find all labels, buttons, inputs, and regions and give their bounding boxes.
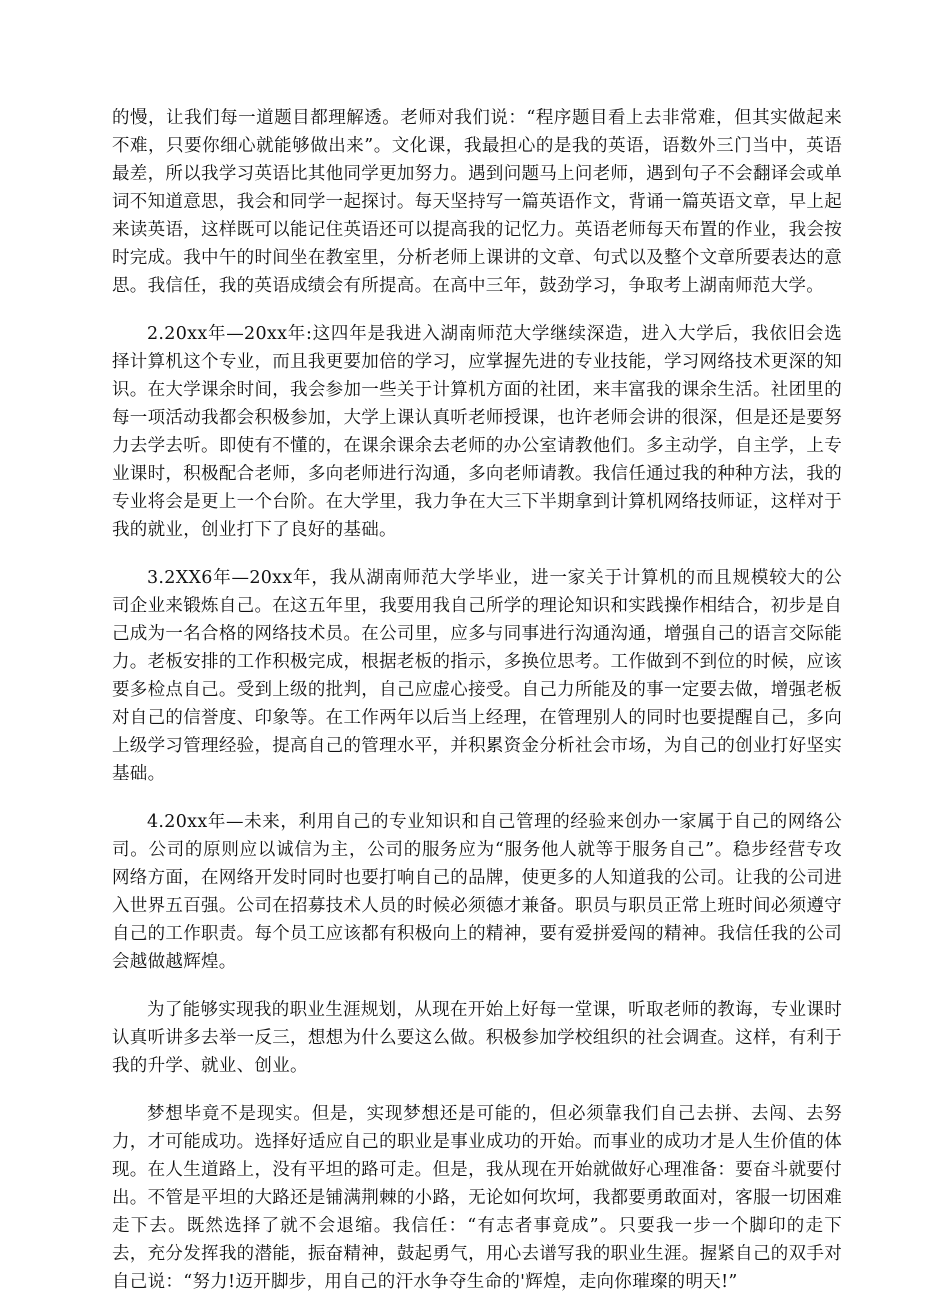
paragraph-company-plan: 4.20xx年—未来，利用自己的专业知识和自己管理的经验来创办一家属于自己的网络公司。公司的原则应以诚信为主，公司的服务应为“服务他人就等于服务自己”。稳步经营专攻网络方面，在网络开发时同时也要打响自己的品牌，使更多的人知道我的公司。让我的公司进入世界五百强。公司在招募技术人员的时候必须德才兼备。职员与职员正常上班时间必须遵守自己的工作职责。每个员工应该都有积极向上的精神，要有爱拼爱闯的精神。我信任我的公司会越做越辉煌。 [112,812,842,972]
paragraph-english-study: 的慢，让我们每一道题目都理解透。老师对我们说：“程序题目看上去非常难，但其实做起来不难，只要你细心就能够做出来”。文化课，我最担心的是我的英语，语数外三门当中，英语最差，所以我学习英语比其他同学更加努力。遇到问题马上问老师，遇到句子不会翻译会或单词不知道意思，我会和同学一起探讨。每天坚持写一篇英语作文，背诵一篇英语文章，早上起来读英语，这样既可以能记住英语还可以提高我的记忆力。英语老师每天布置的作业，我会按时完成。我中午的时间坐在教室里，分析老师上课讲的文章、句式以及整个文章所要表达的意思。我信任，我的英语成绩会有所提高。在高中三年，鼓劲学习，争取考上湖南师范大学。 [112,108,842,296]
document-page [112,104,842,1316]
paragraph-work-plan: 3.2XX6年—20xx年，我从湖南师范大学毕业，进一家关于计算机的而且规模较大的公司企业来锻炼自己。在这五年里，我要用我自己所学的理论知识和实践操作相结合，初步是自己成为一名合格的网络技术员。在公司里，应多与同事进行沟通沟通，增强自己的语言交际能力。老板安排的工作积极完成，根据老板的指示，多换位思考。工作做到不到位的时候，应该要多检点自己。受到上级的批判，自己应虚心接受。自己力所能及的事一定要去做，增强老板对自己的信誉度、印象等。在工作两年以后当上经理，在管理别人的同时也要提醒自己，多向上级学习管理经验，提高自己的管理水平，并积累资金分析社会市场，为自己的创业打好坚实基础。 [112,568,842,784]
paragraph-action-plan: 为了能够实现我的职业生涯规划，从现在开始上好每一堂课，听取老师的教诲，专业课时认真听讲多去举一反三，想想为什么要这么做。积极参加学校组织的社会调查。这样，有利于我的升学、就业、创业。 [112,1000,842,1076]
paragraph-conclusion: 梦想毕竟不是现实。但是，实现梦想还是可能的，但必须靠我们自己去拼、去闯、去努力，才可能成功。选择好适应自己的职业是事业成功的开始。而事业的成功才是人生价值的体现。在人生道路上，没有平坦的路可走。但是，我从现在开始就做好心理准备：要奋斗就要付出。不管是平坦的大路还是铺满荆棘的小路，无论如何坎坷，我都要勇敢面对，客服一切困难走下去。既然选择了就不会退缩。我信任：“有志者事竟成”。只要我一步一个脚印的走下去，充分发挥我的潜能，振奋精神，鼓起勇气，用心去谱写我的职业生涯。握紧自己的双手对自己说：“努力!迈开脚步，用自己的汗水争夺生命的'辉煌，走向你璀璨的明天!” [112,1104,842,1292]
paragraph-university-plan: 2.20xx年—20xx年:这四年是我进入湖南师范大学继续深造，进入大学后，我依旧会选择计算机这个专业，而且我更要加倍的学习，应掌握先进的专业技能，学习网络技术更深的知识。在大学课余时间，我会参加一些关于计算机方面的社团，来丰富我的课余生活。社团里的每一项活动我都会积极参加，大学上课认真听老师授课，也许老师会讲的很深，但是还是要努力去学去听。即使有不懂的，在课余课余去老师的办公室请教他们。多主动学，自主学，上专业课时，积极配合老师，多向老师进行沟通，多向老师请教。我信任通过我的种种方法，我的专业将会是更上一个台阶。在大学里，我力争在大三下半期拿到计算机网络技师证，这样对于我的就业，创业打下了良好的基础。 [112,324,842,540]
